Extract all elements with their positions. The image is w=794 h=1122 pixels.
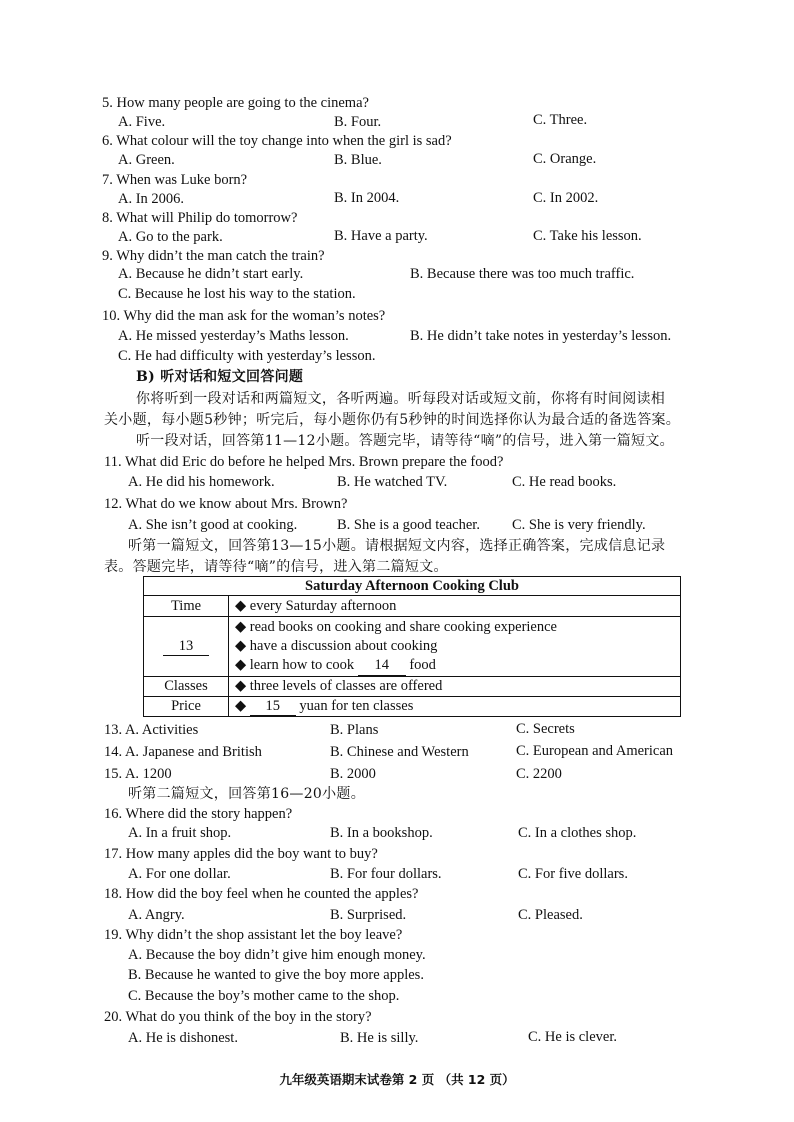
question-stem: 20. What do you think of the boy in the story?: [104, 1009, 372, 1025]
option-c: C. 2200: [516, 766, 562, 782]
option-b: B. 2000: [330, 766, 376, 782]
question-stem: 11. What did Eric do before he helped Mrs. Brown prepare the food?: [104, 454, 504, 470]
row-content: ◆ three levels of classes are offered: [229, 677, 681, 697]
row-content: ◆ every Saturday afternoon: [229, 596, 681, 617]
section-b-title: B) 听对话和短文回答问题: [136, 369, 304, 385]
option-b: B. Have a party.: [334, 228, 428, 244]
option-b: B. In 2004.: [334, 190, 400, 206]
option-a: A. She isn’t good at cooking.: [128, 517, 298, 533]
option-c: C. He had difficulty with yesterday’s lesson.: [118, 348, 376, 364]
option-b: B. He watched TV.: [337, 474, 448, 490]
option-a: A. Because he didn’t start early.: [118, 266, 304, 282]
question-stem: 9. Why didn’t the man catch the train?: [102, 248, 325, 264]
option-b: B. He didn’t take notes in yesterday’s lesson.: [410, 328, 672, 344]
list-item: ◆ read books on cooking and share cooking experience: [235, 618, 557, 635]
option-b: B. Surprised.: [330, 907, 407, 923]
option-c: C. In 2002.: [533, 190, 599, 206]
blank-14: 14: [358, 656, 406, 676]
option-c: C. Orange.: [533, 151, 597, 167]
question-stem: 14. A. Japanese and British: [104, 744, 262, 760]
question-stem: 7. When was Luke born?: [102, 172, 248, 188]
row-label: Price: [144, 697, 229, 717]
table-title: Saturday Afternoon Cooking Club: [144, 577, 681, 596]
option-b: B. Because there was too much traffic.: [410, 266, 635, 282]
option-b: B. Four.: [334, 114, 382, 130]
option-a: A. In a fruit shop.: [128, 825, 232, 841]
option-c: C. In a clothes shop.: [518, 825, 637, 841]
list-item: ◆ have a discussion about cooking: [235, 637, 438, 654]
passage1-note: 表。答题完毕，请等待“嘀”的信号，进入第二篇短文。: [104, 559, 448, 575]
option-b: B. He is silly.: [340, 1030, 419, 1046]
option-c: C. Take his lesson.: [533, 228, 642, 244]
question-stem: 10. Why did the man ask for the woman’s notes?: [102, 308, 386, 324]
question-stem: 6. What colour will the toy change into when the girl is sad?: [102, 133, 452, 149]
blank-15: 15: [250, 698, 296, 716]
option-c: C. Because the boy’s mother came to the shop.: [128, 988, 400, 1004]
option-a: A. Go to the park.: [118, 229, 223, 245]
option-c: C. European and American: [516, 743, 674, 759]
section-b-intro: 你将听到一段对话和两篇短文，各听两遍。听每段对话或短文前，你将有时间阅读相: [136, 391, 666, 407]
question-stem: 13. A. Activities: [104, 722, 199, 738]
dialog-note: 听一段对话，回答第11—12小题。答题完毕，请等待“嘀”的信号，进入第一篇短文。: [136, 433, 674, 449]
passage2-note: 听第二篇短文，回答第16—20小题。: [128, 786, 366, 802]
cooking-club-table: [143, 576, 681, 717]
option-a: A. In 2006.: [118, 191, 185, 207]
row-content: [229, 617, 681, 677]
option-b: B. For four dollars.: [330, 866, 442, 882]
question-stem: 15. A. 1200: [104, 766, 172, 782]
option-a: A. Because the boy didn’t give him enough money.: [128, 947, 426, 963]
list-item: ◆ learn how to cook 14 food: [235, 656, 674, 676]
question-stem: 18. How did the boy feel when he counted the apples?: [104, 886, 419, 902]
option-c: C. Secrets: [516, 721, 575, 737]
option-c: C. For five dollars.: [518, 866, 628, 882]
blank-13: 13: [144, 617, 229, 677]
option-a: A. Angry.: [128, 907, 185, 923]
option-a: A. He missed yesterday’s Maths lesson.: [118, 328, 349, 344]
option-c: C. Three.: [533, 112, 588, 128]
option-b: B. Chinese and Western: [330, 744, 469, 760]
option-a: A. Green.: [118, 152, 175, 168]
question-stem: 12. What do we know about Mrs. Brown?: [104, 496, 348, 512]
option-b: B. Plans: [330, 722, 379, 738]
question-stem: 8. What will Philip do tomorrow?: [102, 210, 298, 226]
passage1-note: 听第一篇短文，回答第13—15小题。请根据短文内容，选择正确答案，完成信息记录: [128, 538, 666, 554]
question-stem: 19. Why didn’t the shop assistant let the boy leave?: [104, 927, 403, 943]
row-label: Classes: [144, 677, 229, 697]
option-c: C. She is very friendly.: [512, 517, 646, 533]
row-content: ◆ 15 yuan for ten classes: [229, 697, 681, 717]
option-a: A. For one dollar.: [128, 866, 231, 882]
row-label: Time: [144, 596, 229, 617]
option-b: B. In a bookshop.: [330, 825, 433, 841]
option-c: C. Because he lost his way to the station.: [118, 286, 356, 302]
question-stem: 16. Where did the story happen?: [104, 806, 293, 822]
page-footer: 九年级英语期末试卷第 2 页 （共 12 页）: [279, 1072, 515, 1087]
section-b-intro: 关小题，每小题5秒钟；听完后，每小题你仍有5秒钟的时间选择你认为最合适的备选答案。: [104, 412, 681, 428]
option-c: C. He is clever.: [528, 1029, 617, 1045]
option-a: A. He is dishonest.: [128, 1030, 238, 1046]
option-b: B. Blue.: [334, 152, 382, 168]
option-a: A. Five.: [118, 114, 166, 130]
question-stem: 17. How many apples did the boy want to buy?: [104, 846, 378, 862]
option-c: C. Pleased.: [518, 907, 583, 923]
question-stem: 5. How many people are going to the cinema?: [102, 95, 369, 111]
option-a: A. He did his homework.: [128, 474, 275, 490]
option-b: B. She is a good teacher.: [337, 517, 480, 533]
option-c: C. He read books.: [512, 474, 617, 490]
option-b: B. Because he wanted to give the boy more apples.: [128, 967, 424, 983]
